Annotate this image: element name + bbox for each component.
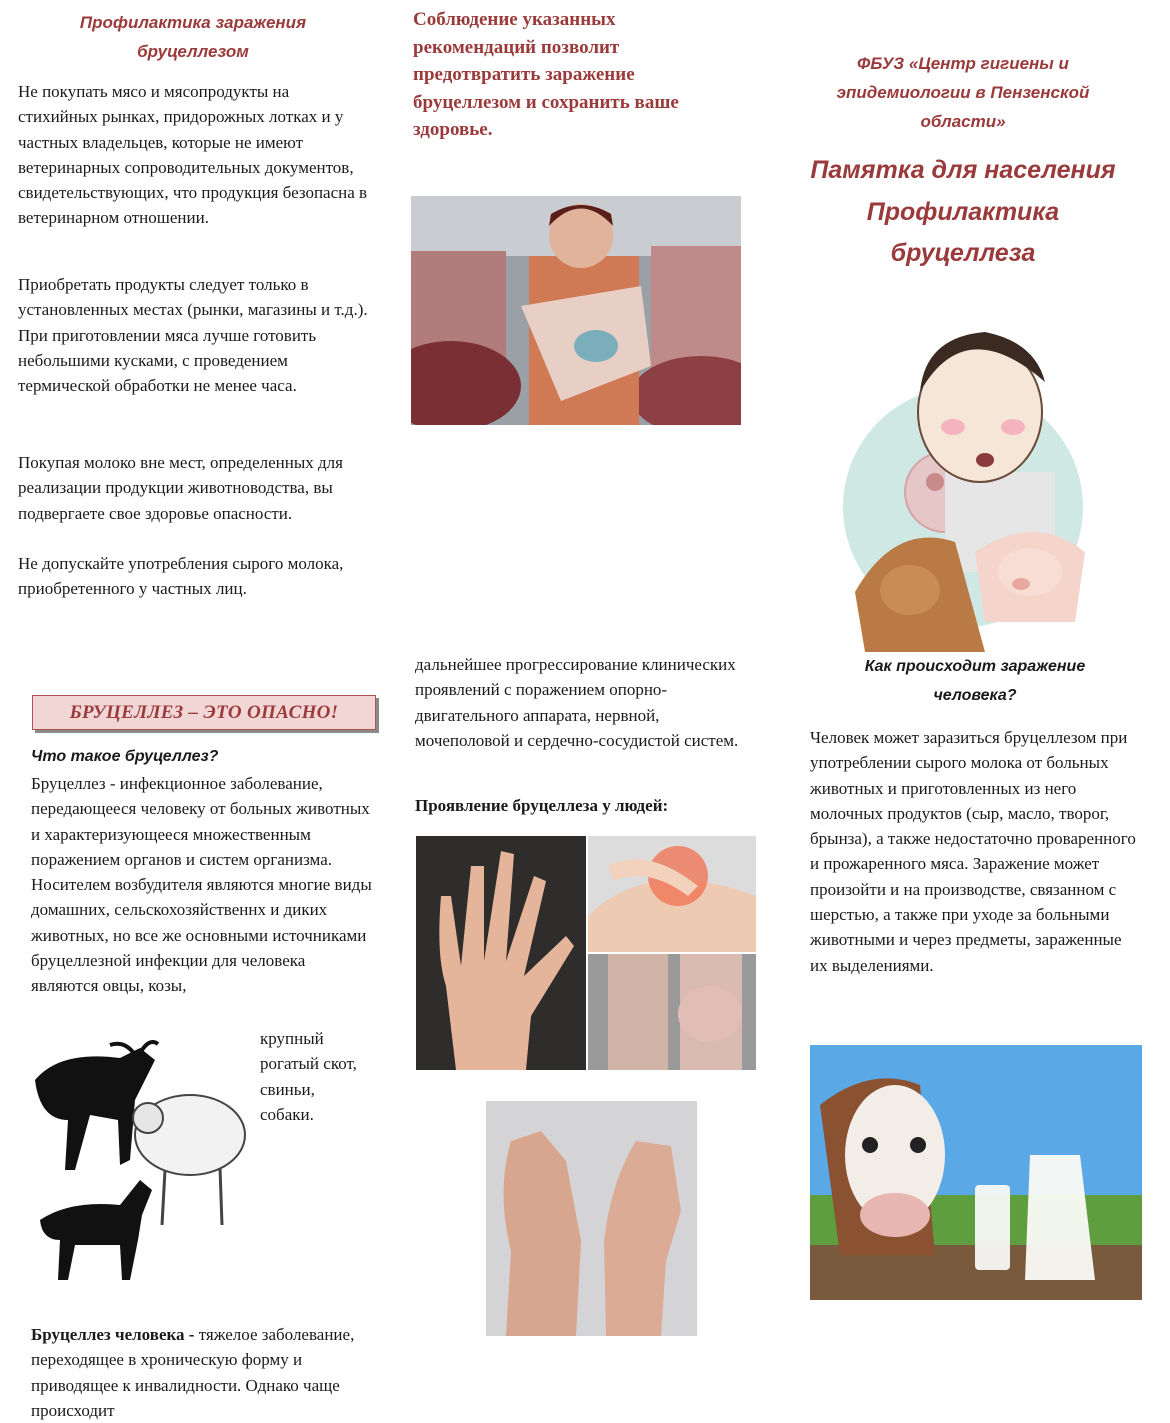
leaflet-title: [790, 150, 1136, 275]
animal-cattle-line2: рогатый скот,: [260, 1054, 357, 1074]
danger-banner-text: БРУЦЕЛЛЕЗ – ЭТО ОПАСНО!: [69, 702, 339, 723]
swollen-knees-drawing: [588, 954, 756, 1070]
organization-name: [800, 49, 1126, 136]
prevention-para-raw-milk: Не допускайте употребления сырого молока, приобретенного у частных лиц.: [18, 554, 344, 599]
market-photo: [411, 196, 741, 425]
organization-line1: ФБУЗ «Центр гигиены и: [857, 54, 1069, 73]
deformed-hands-drawing: [486, 1101, 697, 1336]
manifestation-heading: Проявление бруцеллеза у людей:: [415, 796, 669, 815]
leaflet-title-line1: Памятка для населения: [810, 156, 1116, 184]
knee-pain-drawing: [588, 836, 756, 952]
swollen-knees-photo: [588, 954, 756, 1070]
danger-banner: [32, 695, 376, 730]
sick-person-illustration: [835, 322, 1105, 652]
organization-line2: эпидемиологии в Пензенской: [836, 83, 1090, 102]
organization-line3: области»: [920, 112, 1006, 131]
animals-silhouettes: [30, 1040, 255, 1285]
animal-sources-list: [260, 1026, 390, 1127]
infection-heading-line1: Как происходит заражение: [864, 658, 1086, 675]
prevention-para-purchase: Приобретать продукты следует только в установленных местах (рынки, магазины и т.д.). При приготовлении мяса лучше готовить небольшими кусками, с проведением термической обработки не менее часа.: [18, 275, 368, 396]
animal-cattle-line1: крупный: [260, 1029, 324, 1048]
animal-pigs-line: свиньи,: [260, 1079, 315, 1099]
human-brucellosis-text: [31, 1322, 376, 1423]
market-photo-illustration: [411, 196, 741, 425]
cow-and-milk-drawing: [810, 1045, 1142, 1300]
prevention-heading-line2: бруцеллезом: [137, 42, 249, 61]
hand-rash-drawing: [416, 836, 586, 1070]
closing-recommendation: Соблюдение указанных рекомендаций позволит предотвратить заражение бруцеллезом и сохранить ваше здоровье.: [413, 9, 679, 140]
infection-heading: [810, 652, 1140, 710]
hand-rash-photo: [416, 836, 586, 1070]
sick-person-drawing: [835, 322, 1105, 652]
animal-dogs-line: собаки.: [260, 1104, 314, 1124]
prevention-para-meat: Не покупать мясо и мясопродукты на стихийных рынках, придорожных лотках и у частных владельцев, которые не имеют ветеринарных сопроводительных документов, свидетельствующих, что продукция безопасна в ветеринарном отношении.: [18, 82, 368, 228]
what-is-brucellosis-heading: Что такое бруцеллез?: [31, 748, 219, 765]
leaflet-title-line3: бруцеллеза: [890, 239, 1036, 267]
prevention-para-milk: Покупая молоко вне мест, определенных для реализации продукции животноводства, вы подвергаете свое здоровье опасности.: [18, 453, 343, 523]
infection-heading-line2: человека?: [933, 687, 1017, 704]
progression-text: дальнейшее прогрессирование клинических проявлений с поражением опорно-двигательного аппарата, нервной, мочеполовой и сердечно-сосудистой систем.: [415, 655, 739, 750]
prevention-heading-line1: Профилактика заражения: [79, 13, 307, 32]
deformed-hands-photo: [486, 1101, 697, 1336]
prevention-heading: [18, 8, 368, 66]
infection-routes-text: Человек может заразиться бруцеллезом при употреблении сырого молока от больных животных и приготовленных из него молочных продуктов (сыр, масло, творог, брынза), а также недостаточно проваренного и прожаренного мяса. Заражение может произойти и на производстве, связанном с шерстью, а также при уходе за больными животными и через предметы, зараженные их выделениями.: [810, 728, 1136, 975]
animals-silhouettes-drawing: [30, 1040, 255, 1285]
human-brucellosis-body: тяжелое заболевание, переходящее в хроническую форму и приводящее к инвалидности. Однако чаще происходит: [31, 1325, 355, 1420]
human-brucellosis-bold: Бруцеллез человека -: [31, 1325, 195, 1344]
brucellosis-definition: Бруцеллез - инфекционное заболевание, передающееся человеку от больных животных и характеризующееся множественным поражением органов и систем организма. Носителем возбудителя являются многие виды домашних, сельскохозяйственнх и диких животных, но все же основными источниками бруцеллезной инфекции для человека являются овцы, козы,: [31, 774, 372, 996]
leaflet-title-line2: Профилактика: [866, 197, 1060, 226]
cow-and-milk-photo: [810, 1045, 1142, 1300]
knee-pain-photo: [588, 836, 756, 952]
